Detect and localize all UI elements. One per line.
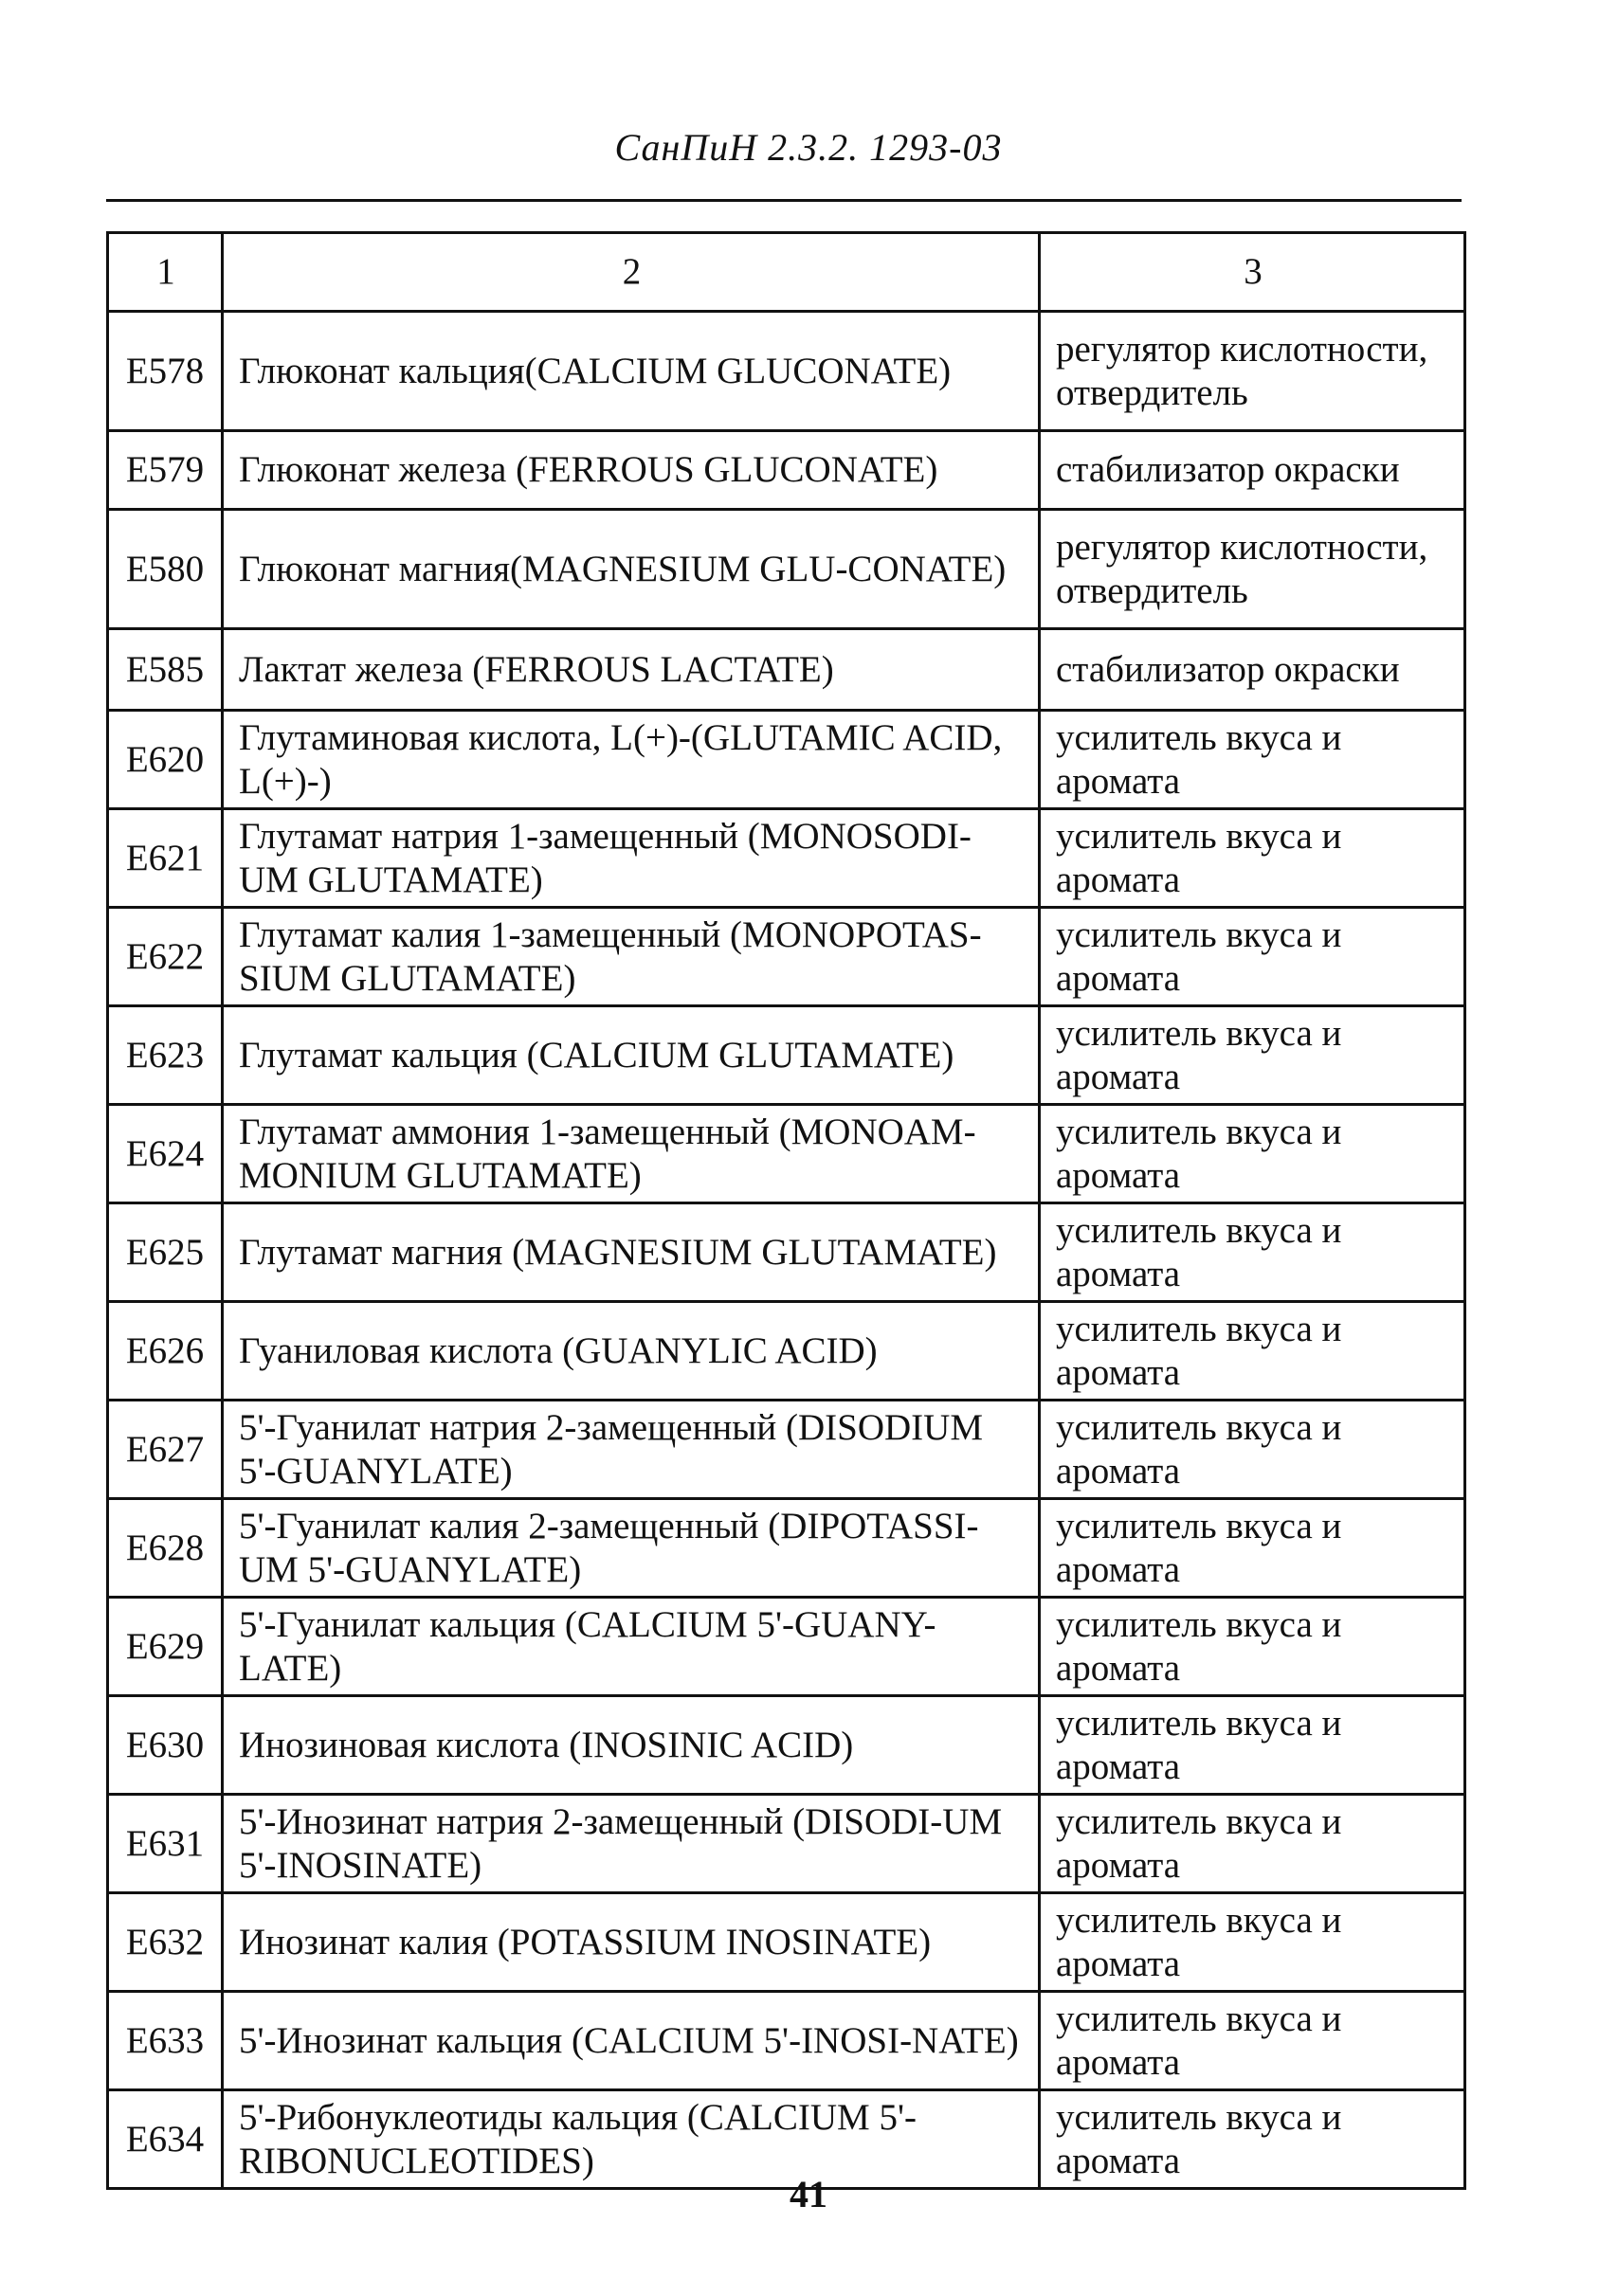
additive-code: E585 [108,629,223,711]
additive-name: Глутамат калия 1-замещенный (MONOPOTAS-SIUM GLUTAMATE) [223,908,1040,1006]
additive-code: E631 [108,1795,223,1893]
additive-function: усилитель вкуса и аромата [1040,1992,1465,2090]
table-row [108,1795,1465,1893]
additives-table [106,231,1466,2190]
header-divider [106,199,1462,202]
additive-name: 5'-Гуанилат кальция (CALCIUM 5'-GUANY-LATE) [223,1598,1040,1696]
additive-name: Лактат железа (FERROUS LACTATE) [223,629,1040,711]
additive-code: E630 [108,1696,223,1795]
additive-code: E621 [108,809,223,908]
table-row [108,1401,1465,1499]
table-header-row [108,233,1465,312]
additive-function: усилитель вкуса и аромата [1040,1105,1465,1203]
additive-function: усилитель вкуса и аромата [1040,1006,1465,1105]
table-row [108,1006,1465,1105]
table-row [108,1499,1465,1598]
additive-name: Глутамат натрия 1-замещенный (MONOSODI-UM GLUTAMATE) [223,809,1040,908]
page-header: СанПиН 2.3.2. 1293-03 [614,126,1003,169]
additive-code: E580 [108,510,223,629]
additive-name: Инозинат калия (POTASSIUM INOSINATE) [223,1893,1040,1992]
additive-name: Глюконат кальция(CALCIUM GLUCONATE) [223,312,1040,431]
table-row [108,1696,1465,1795]
additive-function: усилитель вкуса и аромата [1040,1696,1465,1795]
additive-function: усилитель вкуса и аромата [1040,1893,1465,1992]
table-row [108,1893,1465,1992]
table-row [108,1992,1465,2090]
table-row [108,711,1465,809]
table-row [108,908,1465,1006]
additive-function: регулятор кислотности, отвердитель [1040,312,1465,431]
page-number: 41 [790,2173,827,2215]
additive-function: усилитель вкуса и аромата [1040,711,1465,809]
additive-name: 5'-Инозинат кальция (CALCIUM 5'-INOSI-NATE) [223,1992,1040,2090]
additive-code: E624 [108,1105,223,1203]
table-row [108,629,1465,711]
additive-name: Глутаминовая кислота, L(+)-(GLUTAMIC ACID, L(+)-) [223,711,1040,809]
table-row [108,510,1465,629]
additive-function: усилитель вкуса и аромата [1040,1401,1465,1499]
additive-code: E627 [108,1401,223,1499]
additive-code: E632 [108,1893,223,1992]
table-row [108,312,1465,431]
column-header: 1 [108,233,223,312]
additive-function: усилитель вкуса и аромата [1040,809,1465,908]
table-row [108,1598,1465,1696]
additive-name: 5'-Инозинат натрия 2-замещенный (DISODI-UM 5'-INOSINATE) [223,1795,1040,1893]
table-row [108,1302,1465,1401]
additive-function: усилитель вкуса и аромата [1040,1302,1465,1401]
additive-function: усилитель вкуса и аромата [1040,2090,1465,2189]
additive-code: E634 [108,2090,223,2189]
additive-name: 5'-Гуанилат натрия 2-замещенный (DISODIUM 5'-GUANYLATE) [223,1401,1040,1499]
additive-function: усилитель вкуса и аромата [1040,1795,1465,1893]
additive-function: стабилизатор окраски [1040,629,1465,711]
additive-name: Гуаниловая кислота (GUANYLIC ACID) [223,1302,1040,1401]
table-row [108,1105,1465,1203]
additive-function: усилитель вкуса и аромата [1040,1499,1465,1598]
additive-name: Глутамат аммония 1-замещенный (MONOAM-MONIUM GLUTAMATE) [223,1105,1040,1203]
additive-code: E620 [108,711,223,809]
table-row [108,1203,1465,1302]
additive-code: E629 [108,1598,223,1696]
additive-code: E633 [108,1992,223,2090]
column-header: 2 [223,233,1040,312]
table-row [108,809,1465,908]
additive-name: 5'-Рибонуклеотиды кальция (CALCIUM 5'-RIBONUCLEOTIDES) [223,2090,1040,2189]
additive-name: 5'-Гуанилат калия 2-замещенный (DIPOTASSI-UM 5'-GUANYLATE) [223,1499,1040,1598]
additive-name: Глутамат кальция (CALCIUM GLUTAMATE) [223,1006,1040,1105]
additive-function: регулятор кислотности, отвердитель [1040,510,1465,629]
additive-name: Глутамат магния (MAGNESIUM GLUTAMATE) [223,1203,1040,1302]
table-row [108,431,1465,510]
additive-code: E625 [108,1203,223,1302]
additive-function: усилитель вкуса и аромата [1040,908,1465,1006]
additive-function: усилитель вкуса и аромата [1040,1203,1465,1302]
additive-function: усилитель вкуса и аромата [1040,1598,1465,1696]
additive-code: E578 [108,312,223,431]
additive-name: Глюконат железа (FERROUS GLUCONATE) [223,431,1040,510]
additive-code: E622 [108,908,223,1006]
additive-name: Инозиновая кислота (INOSINIC ACID) [223,1696,1040,1795]
additive-code: E628 [108,1499,223,1598]
column-header: 3 [1040,233,1465,312]
additive-code: E623 [108,1006,223,1105]
additive-code: E626 [108,1302,223,1401]
additive-code: E579 [108,431,223,510]
additive-name: Глюконат магния(MAGNESIUM GLU-CONATE) [223,510,1040,629]
additive-function: стабилизатор окраски [1040,431,1465,510]
